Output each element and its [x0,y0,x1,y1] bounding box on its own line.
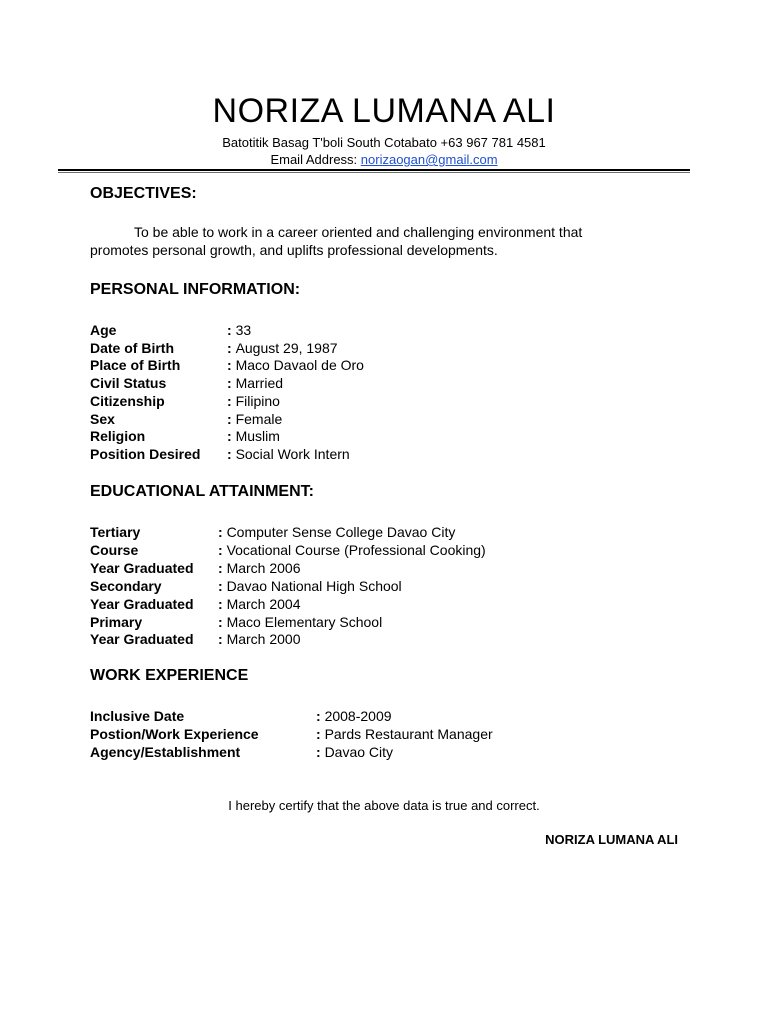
work-row-value: 2008-2009 [324,708,392,724]
personal-row-value: Married [235,375,284,392]
personal-row [90,427,280,445]
colon-separator: : [227,339,236,356]
work-row [90,743,393,761]
objectives-heading: OBJECTIVES: [90,185,197,202]
contact-address: Batotitik Basag T'boli South Cotabato +63 967 781 4581 [222,135,546,150]
colon-separator: : [218,559,227,576]
personal-row-value: Maco Davaol de Oro [235,357,364,374]
colon-separator: : [316,726,325,742]
colon-separator: : [218,541,227,558]
personal-row [90,410,282,428]
personal-heading: PERSONAL INFORMATION: [90,281,301,298]
personal-row-label: Sex [90,410,115,427]
education-row [90,595,301,613]
colon-separator: : [227,392,236,409]
education-row [90,577,402,595]
objectives-line-2: promotes personal growth, and uplifts professional developments. [90,242,498,258]
email-link[interactable]: norizaogan@gmail.com [360,152,498,167]
objectives-line-1: To be able to work in a career oriented and challenging environment that [134,224,583,240]
education-row-value: Computer Sense College Davao City [226,524,456,540]
education-row-label: Course [90,541,139,558]
email-label: Email Address: [270,152,358,167]
personal-row-value: Social Work Intern [235,445,350,462]
education-row [90,541,486,559]
signature-name: NORIZA LUMANA ALI [545,832,678,847]
education-row-label: Year Graduated [90,595,194,612]
education-row-value: Maco Elementary School [226,613,383,630]
applicant-name: NORIZA LUMANA ALI [212,92,556,130]
education-row [90,613,382,631]
colon-separator: : [227,428,236,445]
colon-separator: : [218,577,227,594]
education-row-label: Primary [90,613,143,630]
contact-email [0,152,768,167]
objectives-text [90,223,650,259]
education-row-label: Year Graduated [90,631,194,648]
colon-separator: : [227,357,236,374]
colon-separator: : [227,445,236,462]
colon-separator: : [227,322,236,338]
personal-row-label: Citizenship [90,392,165,409]
personal-row-value: Filipino [235,392,280,409]
colon-separator: : [218,595,227,612]
work-row-label: Postion/Work Experience [90,726,259,742]
colon-separator: : [218,613,227,630]
education-row [90,559,301,577]
header-rule [58,169,690,171]
colon-separator: : [218,631,227,648]
work-row [90,707,392,725]
education-row [90,523,455,541]
personal-row-label: Age [90,322,117,338]
education-row-label: Year Graduated [90,559,194,576]
personal-row-value: Female [235,410,283,427]
education-row-value: March 2004 [226,595,301,612]
colon-separator: : [316,744,325,760]
personal-row [90,374,283,392]
colon-separator: : [316,708,325,724]
work-row-value: Pards Restaurant Manager [324,726,493,742]
education-row-value: Davao National High School [226,577,402,594]
personal-row-value: 33 [235,322,252,338]
personal-row-label: Position Desired [90,445,201,462]
education-row-value: March 2006 [226,559,301,576]
certification-statement: I hereby certify that the above data is true and correct. [228,798,540,813]
personal-row [90,356,364,374]
personal-row-label: Date of Birth [90,339,174,356]
personal-row [90,339,338,357]
education-row-label: Secondary [90,577,162,594]
personal-row-label: Place of Birth [90,357,181,374]
work-heading: WORK EXPERIENCE [90,667,249,684]
work-row [90,725,493,743]
colon-separator: : [227,375,236,392]
personal-row [90,445,350,463]
personal-row-label: Religion [90,428,146,445]
personal-row-label: Civil Status [90,375,167,392]
colon-separator: : [227,410,236,427]
personal-row [90,321,251,339]
personal-row [90,392,280,410]
education-row [90,630,301,648]
education-heading: EDUCATIONAL ATTAINMENT: [90,483,314,500]
education-row-value: Vocational Course (Professional Cooking) [226,541,486,558]
education-row-value: March 2000 [226,631,301,648]
education-row-label: Tertiary [90,524,141,540]
personal-row-value: Muslim [235,428,280,445]
work-row-label: Agency/Establishment [90,744,241,760]
colon-separator: : [218,524,227,540]
work-row-value: Davao City [324,744,394,760]
personal-row-value: August 29, 1987 [235,339,338,356]
header-rule-shadow [58,172,690,173]
work-row-label: Inclusive Date [90,708,185,724]
